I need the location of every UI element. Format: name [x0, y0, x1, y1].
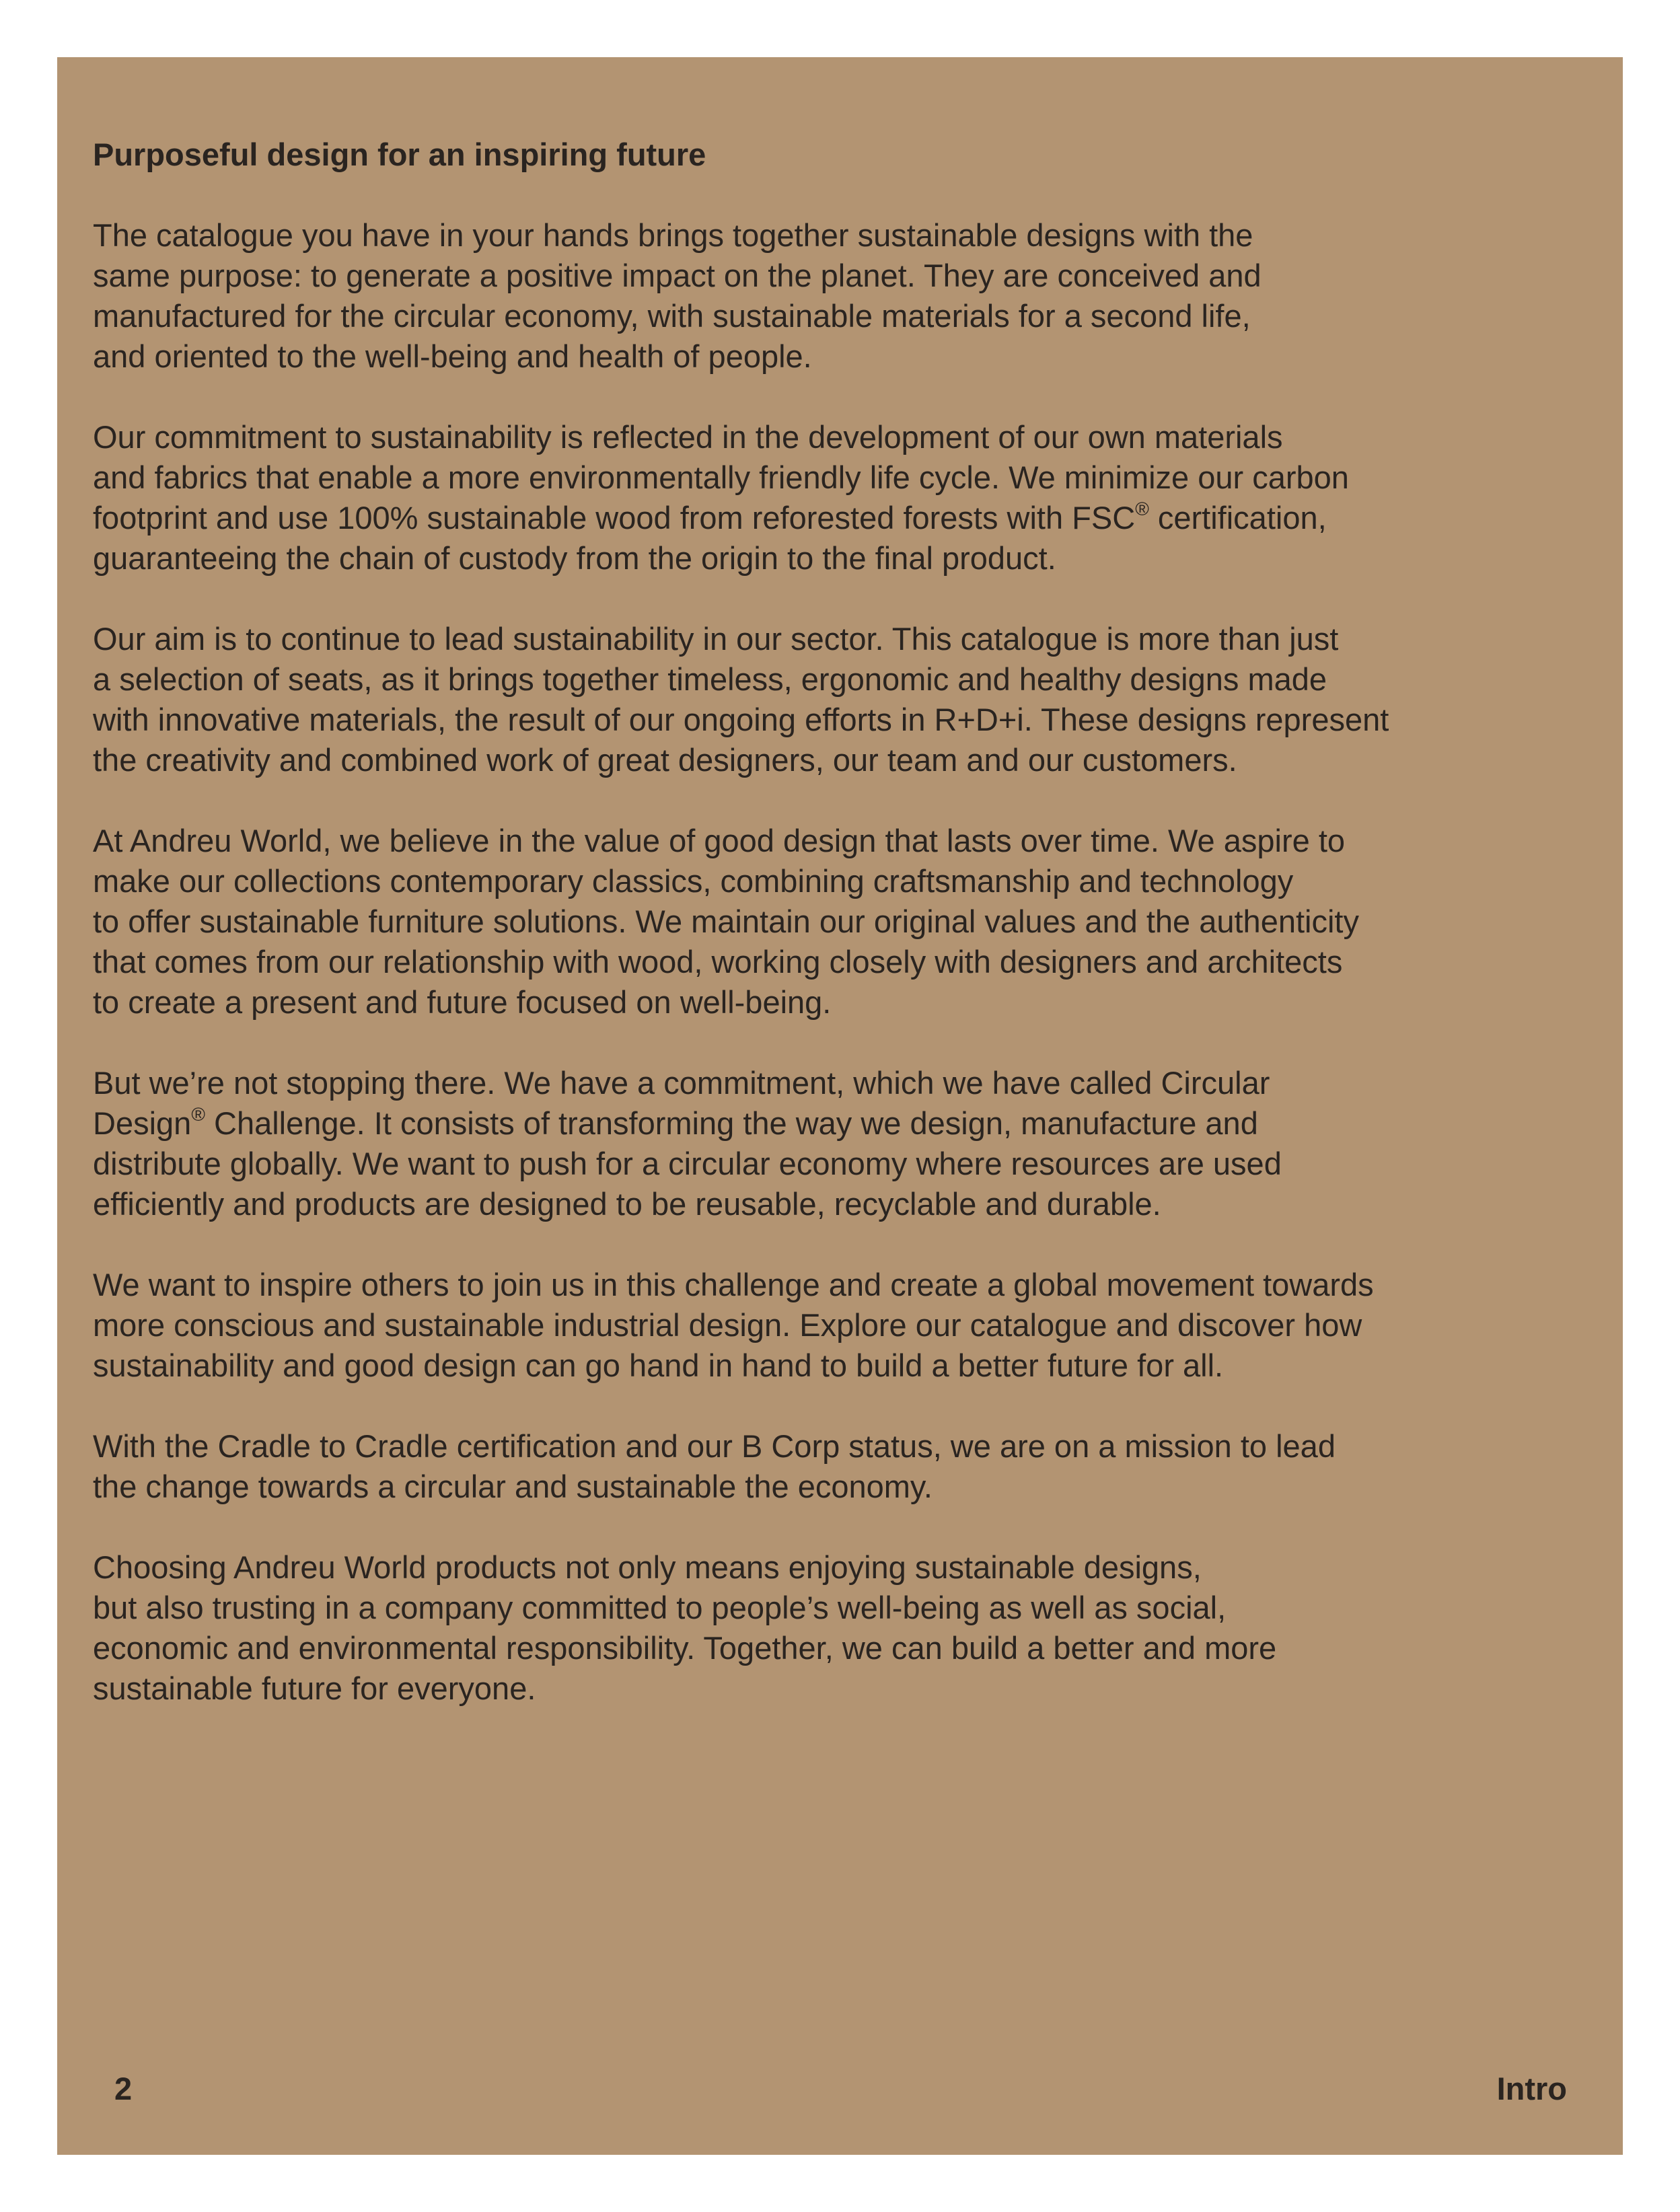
text-line: manufactured for the circular economy, with sustainable materials for a second life,	[93, 298, 1251, 334]
paragraph-6	[93, 1265, 1573, 1386]
paragraph-4	[93, 821, 1573, 1023]
body-text	[93, 135, 1573, 1749]
text-line: the creativity and combined work of great designers, our team and our customers.	[93, 742, 1237, 778]
text-line: But we’re not stopping there. We have a commitment, which we have called Circular	[93, 1065, 1270, 1101]
paragraph-2	[93, 417, 1573, 579]
text-line: We want to inspire others to join us in this challenge and create a global movement towards	[93, 1267, 1374, 1302]
text-line: Our commitment to sustainability is reflected in the development of our own materials	[93, 419, 1283, 455]
text-line: that comes from our relationship with wood, working closely with designers and architects	[93, 944, 1343, 980]
text-line	[93, 1103, 1573, 1144]
paragraph-1	[93, 215, 1573, 377]
text-line: The catalogue you have in your hands brings together sustainable designs with the	[93, 217, 1253, 253]
page-heading: Purposeful design for an inspiring future	[93, 137, 706, 172]
text-line: distribute globally. We want to push for a circular economy where resources are used	[93, 1146, 1282, 1181]
text-line: With the Cradle to Cradle certification and our B Corp status, we are on a mission to lead	[93, 1428, 1336, 1464]
text-line: but also trusting in a company committed to people’s well-being as well as social,	[93, 1590, 1227, 1625]
text-line: make our collections contemporary classics, combining craftsmanship and technology	[93, 863, 1294, 899]
paragraph-5	[93, 1063, 1573, 1224]
text-line: Choosing Andreu World products not only means enjoying sustainable designs,	[93, 1549, 1202, 1585]
text-line: economic and environmental responsibility. Together, we can build a better and more	[93, 1630, 1277, 1666]
text-line: Our aim is to continue to lead sustainability in our sector. This catalogue is more than just	[93, 621, 1339, 657]
text-line: more conscious and sustainable industrial design. Explore our catalogue and discover how	[93, 1307, 1362, 1343]
page-number: 2	[114, 2071, 133, 2106]
text-line-start: Design	[93, 1105, 192, 1141]
text-line: sustainable future for everyone.	[93, 1670, 536, 1706]
text-line: At Andreu World, we believe in the value of good design that lasts over time. We aspire to	[93, 823, 1346, 858]
text-line: a selection of seats, as it brings together timeless, ergonomic and healthy designs made	[93, 661, 1327, 697]
text-line: guaranteeing the chain of custody from the origin to the final product.	[93, 540, 1056, 576]
text-line: and fabrics that enable a more environmentally friendly life cycle. We minimize our carbon	[93, 459, 1349, 495]
text-line: efficiently and products are designed to be reusable, recyclable and durable.	[93, 1186, 1161, 1222]
text-line: to offer sustainable furniture solutions. We maintain our original values and the authenticity	[93, 904, 1359, 939]
paragraph-7	[93, 1426, 1573, 1507]
paragraph-3	[93, 619, 1573, 780]
text-line-end: Challenge. It consists of transforming the way we design, manufacture and	[205, 1105, 1258, 1141]
registered-mark: ®	[191, 1104, 205, 1125]
paragraph-8	[93, 1547, 1573, 1709]
text-line: and oriented to the well-being and health of people.	[93, 338, 812, 374]
text-line-end: certification,	[1148, 500, 1327, 536]
text-line: same purpose: to generate a positive impact on the planet. They are conceived and	[93, 258, 1262, 293]
text-line: the change towards a circular and sustainable the economy.	[93, 1469, 933, 1504]
section-label: Intro	[1496, 2071, 1567, 2106]
text-line: with innovative materials, the result of our ongoing efforts in R+D+i. These designs represent	[93, 702, 1389, 737]
text-line: to create a present and future focused on well-being.	[93, 984, 832, 1020]
registered-mark: ®	[1135, 499, 1149, 519]
text-line-start: footprint and use 100% sustainable wood from reforested forests with FSC	[93, 500, 1136, 536]
text-line	[93, 498, 1573, 538]
text-line: sustainability and good design can go hand in hand to build a better future for all.	[93, 1348, 1224, 1383]
